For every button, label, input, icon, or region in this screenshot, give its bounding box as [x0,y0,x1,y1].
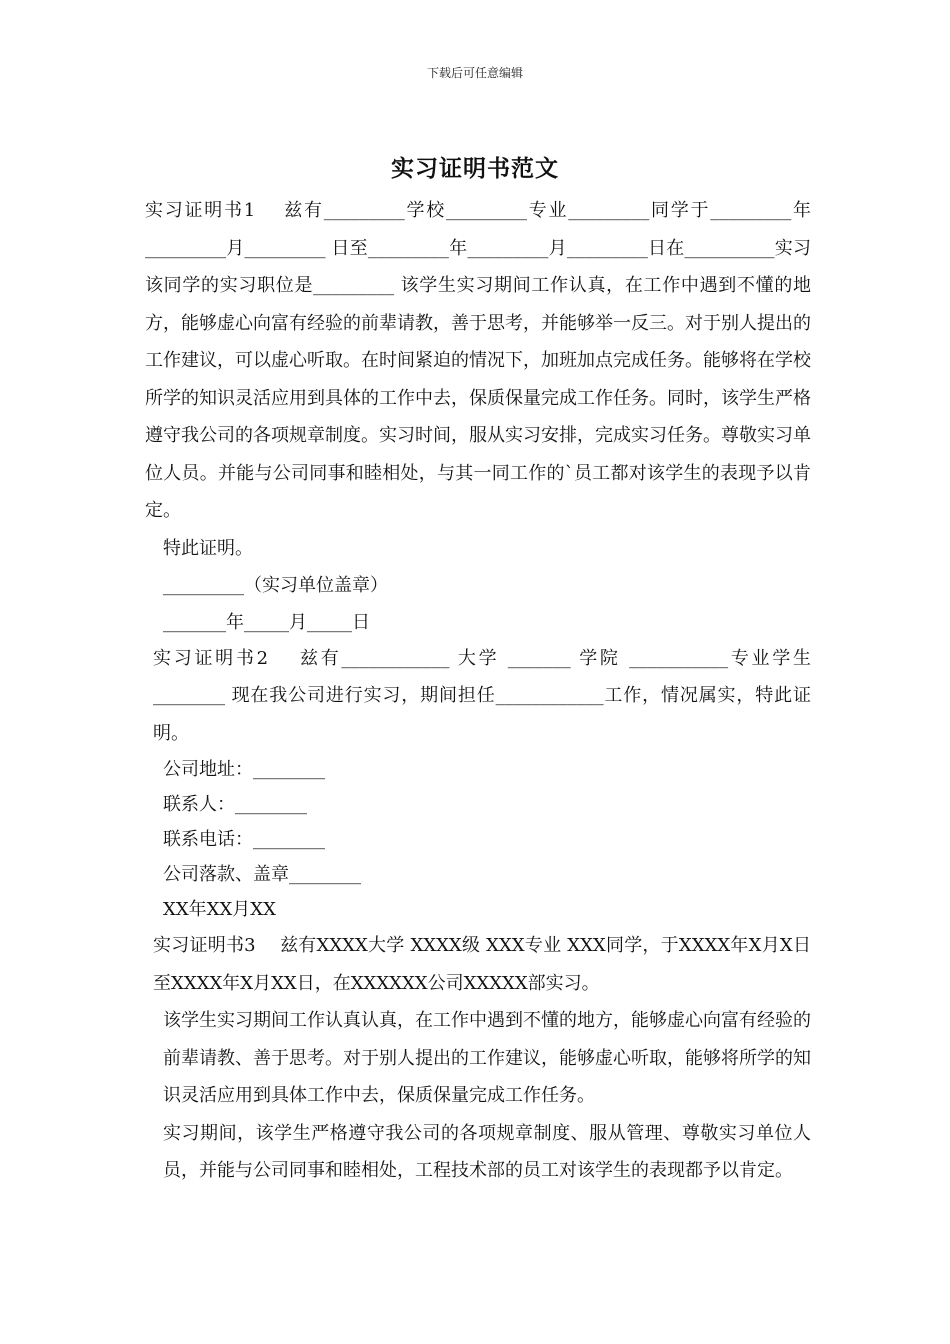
paragraph-performance: 该学生实习期间工作认真认真，在工作中遇到不懂的地方，能够虚心向富有经验的前辈请教、善于思考。对于别人提出的工作建议，能够虚心听取，能够将所学的知识灵活应用到具体工作中去，保质保量完成工作任务。 [163,1010,811,1106]
field-contact-phone: 联系电话：________ [163,829,325,850]
paragraph-date-line: _______年_____月_____日 [163,611,370,633]
paragraph-certificate-1: 实习证明书1 兹有_________学校_________专业_________同学于_________年_________月_________ 日至_________年_________月_________日在__________实习 该同学的实习职位是_________ 该学生实习期间工作认真，在工作中遇到不懂的地方，能够虚心向富有经验的前辈请教，善于思考，并能够举一反三。对于别人提出的工作建议，可以虚心听取。在时间紧迫的情况下，加班加点完成任务。能够将在学校所学的知识灵活应用到具体的工作中去，保质保量完成工作任务。同时，该学生严格遵守我公司的各项规章制度。实习时间，服从实习安排，完成实习任务。尊敬实习单位人员。并能与公司同事和睦相处，与其一同工作的`员工都对该学生的表现予以肯定。 [145,200,817,521]
document-body [145,192,817,1190]
document-title: 实习证明书范文 [391,155,559,182]
paragraph-certificate-3: 实习证明书3 兹有XXXX大学 XXXX级 XXX专业 XXX同学，于XXXX年X月X日至XXXX年X月XX日，在XXXXXX公司XXXXX部实习。 [153,935,811,994]
paragraph-certificate-2: 实习证明书2 兹有____________ 大学 _______ 学院 ___________专业学生________ 现在我公司进行实习，期间担任____________工作，情况属实，特此证明。 [153,647,811,744]
field-company-address: 公司地址：________ [163,759,325,780]
paragraph-unit-seal: _________（实习单位盖章） [163,575,388,596]
page-header-note: 下载后可任意编辑 [426,66,523,80]
field-date: XX年XX月XX [163,899,276,920]
paragraph-conduct: 实习期间，该学生严格遵守我公司的各项规章制度、服从管理、尊敬实习单位人员，并能与公司同事和睦相处，工程技术部的员工对该学生的表现都予以肯定。 [163,1122,811,1181]
field-company-signature: 公司落款、盖章________ [163,864,361,885]
paragraph-hereby-certify: 特此证明。 [163,537,253,559]
field-contact-person: 联系人：________ [163,794,307,815]
